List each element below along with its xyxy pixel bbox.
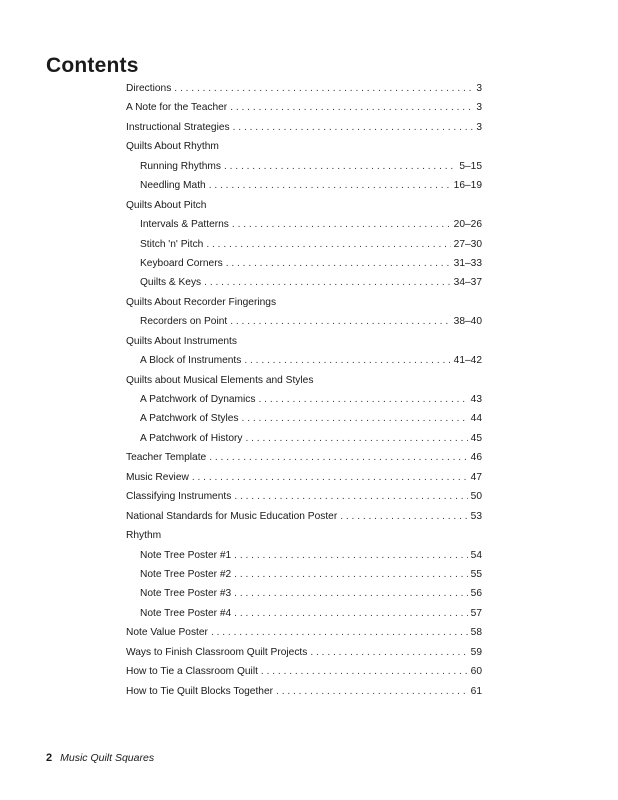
dot-leader xyxy=(310,643,467,662)
toc-entry xyxy=(126,584,482,603)
toc-entry-page: 27–30 xyxy=(453,238,482,250)
toc-entry-page: 54 xyxy=(470,549,482,561)
toc-entry xyxy=(126,565,482,584)
toc-entry xyxy=(126,682,482,701)
toc-entry xyxy=(126,98,482,117)
toc-entry-title: Classifying Instruments xyxy=(126,491,232,503)
toc-entry xyxy=(126,351,482,370)
page-footer xyxy=(46,752,154,764)
toc-entry-title: Note Tree Poster #2 xyxy=(140,568,232,580)
toc-entry xyxy=(126,623,482,642)
dot-leader xyxy=(230,98,473,117)
toc-entry-title: Quilts About Pitch xyxy=(126,199,207,211)
dot-leader xyxy=(234,487,467,506)
toc-entry-title: Running Rhythms xyxy=(140,160,221,172)
toc-section-heading xyxy=(126,526,482,545)
toc-entry-page: 61 xyxy=(470,685,482,697)
dot-leader xyxy=(234,565,467,584)
toc-entry-page: 38–40 xyxy=(453,316,482,328)
toc-entry xyxy=(126,157,482,176)
toc-entry xyxy=(126,468,482,487)
dot-leader xyxy=(340,507,467,526)
toc-entry xyxy=(126,118,482,137)
toc-entry-title: Music Review xyxy=(126,471,189,483)
table-of-contents xyxy=(126,79,482,701)
dot-leader xyxy=(234,546,467,565)
toc-entry-title: Quilts About Recorder Fingerings xyxy=(126,296,277,308)
dot-leader xyxy=(224,157,456,176)
dot-leader xyxy=(230,312,450,331)
toc-entry-title: Teacher Template xyxy=(126,452,207,464)
dot-leader xyxy=(204,273,451,292)
toc-entry xyxy=(126,546,482,565)
toc-entry xyxy=(126,604,482,623)
toc-entry-page: 46 xyxy=(470,452,482,464)
dot-leader xyxy=(245,429,467,448)
toc-entry-title: Note Value Poster xyxy=(126,627,208,639)
toc-entry-title: Ways to Finish Classroom Quilt Projects xyxy=(126,646,308,658)
toc-entry-title: Quilts & Keys xyxy=(140,277,202,289)
toc-section-heading xyxy=(126,371,482,390)
toc-entry-title: Quilts about Musical Elements and Styles xyxy=(126,374,314,386)
toc-entry xyxy=(126,643,482,662)
dot-leader xyxy=(244,351,450,370)
toc-entry xyxy=(126,487,482,506)
page-title: Contents xyxy=(46,54,139,78)
toc-entry-page: 43 xyxy=(470,394,482,405)
toc-entry-page: 41–42 xyxy=(453,355,482,367)
toc-entry-page: 34–37 xyxy=(453,277,482,289)
dot-leader xyxy=(259,390,468,409)
toc-entry-page: 5–15 xyxy=(459,160,482,172)
toc-entry-page: 44 xyxy=(470,413,482,425)
toc-entry-page: 59 xyxy=(470,646,482,658)
toc-entry-title: Note Tree Poster #3 xyxy=(140,588,232,600)
dot-leader xyxy=(209,176,451,195)
toc-entry-title: How to Tie a Classroom Quilt xyxy=(126,666,258,678)
toc-entry-page: 31–33 xyxy=(453,257,482,269)
toc-entry-title: A Patchwork of History xyxy=(140,432,243,444)
dot-leader xyxy=(206,235,450,254)
toc-entry-page: 3 xyxy=(476,83,482,94)
toc-entry-page: 47 xyxy=(470,471,482,483)
toc-entry-title: Keyboard Corners xyxy=(140,257,223,269)
toc-entry-title: Stitch 'n' Pitch xyxy=(140,238,204,250)
toc-entry xyxy=(126,662,482,681)
toc-entry xyxy=(126,507,482,526)
toc-entry-page: 53 xyxy=(470,510,482,522)
toc-entry-page: 55 xyxy=(470,568,482,580)
dot-leader xyxy=(234,584,467,603)
toc-entry-title: Recorders on Point xyxy=(140,316,228,328)
toc-section-heading xyxy=(126,293,482,312)
toc-entry-page: 56 xyxy=(470,588,482,600)
toc-section-heading xyxy=(126,196,482,215)
toc-entry xyxy=(126,448,482,467)
toc-entry-page: 57 xyxy=(470,607,482,619)
toc-entry-title: A Block of Instruments xyxy=(140,355,242,367)
toc-entry xyxy=(126,390,482,409)
toc-entry-title: Note Tree Poster #1 xyxy=(140,549,232,561)
toc-entry xyxy=(126,409,482,428)
toc-entry-title: A Patchwork of Styles xyxy=(140,413,239,425)
toc-section-heading xyxy=(126,332,482,351)
footer-book-title: Music Quilt Squares xyxy=(60,752,155,764)
toc-entry-page: 45 xyxy=(470,432,482,444)
dot-leader xyxy=(233,118,474,137)
dot-leader xyxy=(211,623,468,642)
toc-entry xyxy=(126,79,482,98)
toc-entry xyxy=(126,215,482,234)
toc-section-heading xyxy=(126,137,482,156)
toc-entry-page: 16–19 xyxy=(453,180,482,192)
toc-entry-title: Note Tree Poster #4 xyxy=(140,607,232,619)
toc-entry xyxy=(126,312,482,331)
toc-entry-page: 3 xyxy=(476,121,482,133)
toc-entry-page: 50 xyxy=(470,491,482,503)
toc-entry-title: Quilts About Rhythm xyxy=(126,141,219,153)
dot-leader xyxy=(174,79,473,98)
toc-entry-page: 20–26 xyxy=(453,219,482,231)
toc-entry xyxy=(126,273,482,292)
toc-entry xyxy=(126,176,482,195)
dot-leader xyxy=(261,662,468,681)
dot-leader xyxy=(234,604,467,623)
toc-entry-title: Instructional Strategies xyxy=(126,121,230,133)
toc-entry-title: Quilts About Instruments xyxy=(126,335,237,347)
toc-entry-title: How to Tie Quilt Blocks Together xyxy=(126,685,274,697)
dot-leader xyxy=(226,254,451,273)
footer-page-number: 2 xyxy=(46,752,53,764)
toc-entry xyxy=(126,429,482,448)
dot-leader xyxy=(192,468,468,487)
toc-entry-title: Rhythm xyxy=(126,530,162,542)
toc-entry-page: 60 xyxy=(470,666,482,678)
dot-leader xyxy=(276,682,468,701)
toc-entry-title: A Note for the Teacher xyxy=(126,102,228,114)
toc-entry xyxy=(126,235,482,254)
toc-entry-title: Needling Math xyxy=(140,180,206,192)
toc-entry-title: National Standards for Music Education Poster xyxy=(126,510,338,522)
toc-entry-title: Intervals & Patterns xyxy=(140,219,229,231)
dot-leader xyxy=(209,448,467,467)
toc-entry xyxy=(126,254,482,273)
toc-entry-page: 58 xyxy=(470,627,482,639)
dot-leader xyxy=(242,409,468,428)
toc-entry-page: 3 xyxy=(476,102,482,114)
toc-entry-title: A Patchwork of Dynamics xyxy=(140,394,256,405)
dot-leader xyxy=(232,215,451,234)
toc-entry-title: Directions xyxy=(126,83,172,94)
